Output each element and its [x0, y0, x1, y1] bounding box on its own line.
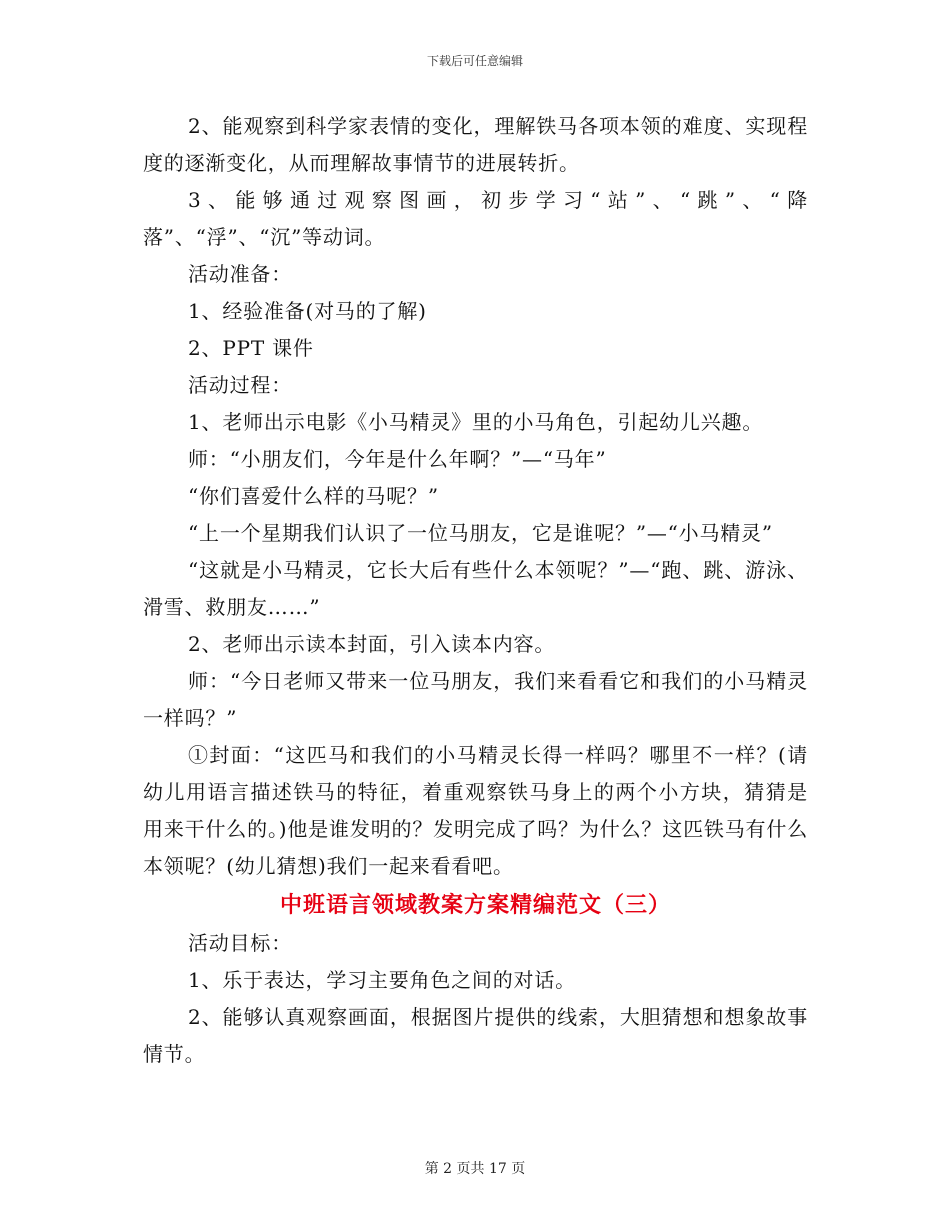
paragraph: 3、能够通过观察图画，初步学习“站”、“跳”、“降落”、“浮”、“沉”等动词。 [143, 188, 808, 249]
paragraph: 活动过程： [188, 373, 292, 397]
section-title: 中班语言领域教案方案精编范文（三） [279, 892, 671, 918]
document-body [143, 108, 808, 1073]
paragraph: “这就是小马精灵，它长大后有些什么本领呢？”—“跑、跳、游泳、滑雪、救朋友……” [143, 558, 808, 619]
page-header: 下载后可任意编辑 [426, 54, 523, 68]
paragraph: 师：“今日老师又带来一位马朋友，我们来看看它和我们的小马精灵一样吗？” [143, 669, 808, 730]
paragraph: 1、经验准备(对马的了解) [188, 299, 427, 323]
paragraph: 2、PPT 课件 [188, 336, 314, 360]
page-footer: 第 2 页共 17 页 [424, 1161, 526, 1177]
paragraph: 2、能够认真观察画面，根据图片提供的线索，大胆猜想和想象故事情节。 [143, 1005, 808, 1066]
paragraph: 活动准备： [188, 262, 292, 286]
paragraph: “上一个星期我们认识了一位马朋友，它是谁呢？”—“小马精灵” [188, 521, 773, 545]
paragraph: “你们喜爱什么样的马呢？” [188, 484, 439, 508]
paragraph: 1、乐于表达，学习主要角色之间的对话。 [188, 968, 576, 992]
paragraph: 2、能观察到科学家表情的变化，理解铁马各项本领的难度、实现程度的逐渐变化，从而理解故事情节的进展转折。 [143, 114, 808, 175]
paragraph: 2、老师出示读本封面，引入读本内容。 [188, 632, 556, 656]
paragraph: 师：“小朋友们，今年是什么年啊？”—“马年” [188, 447, 607, 471]
paragraph: 1、老师出示电影《小马精灵》里的小马角色，引起幼儿兴趣。 [188, 410, 764, 434]
paragraph: 活动目标： [188, 931, 292, 955]
paragraph: ①封面：“这匹马和我们的小马精灵长得一样吗？哪里不一样？(请幼儿用语言描述铁马的特征，着重观察铁马身上的两个小方块，猜猜是用来干什么的。)他是谁发明的？发明完成了吗？为什么？这匹铁马有什么本领呢？(幼儿猜想)我们一起来看看吧。 [143, 743, 808, 878]
